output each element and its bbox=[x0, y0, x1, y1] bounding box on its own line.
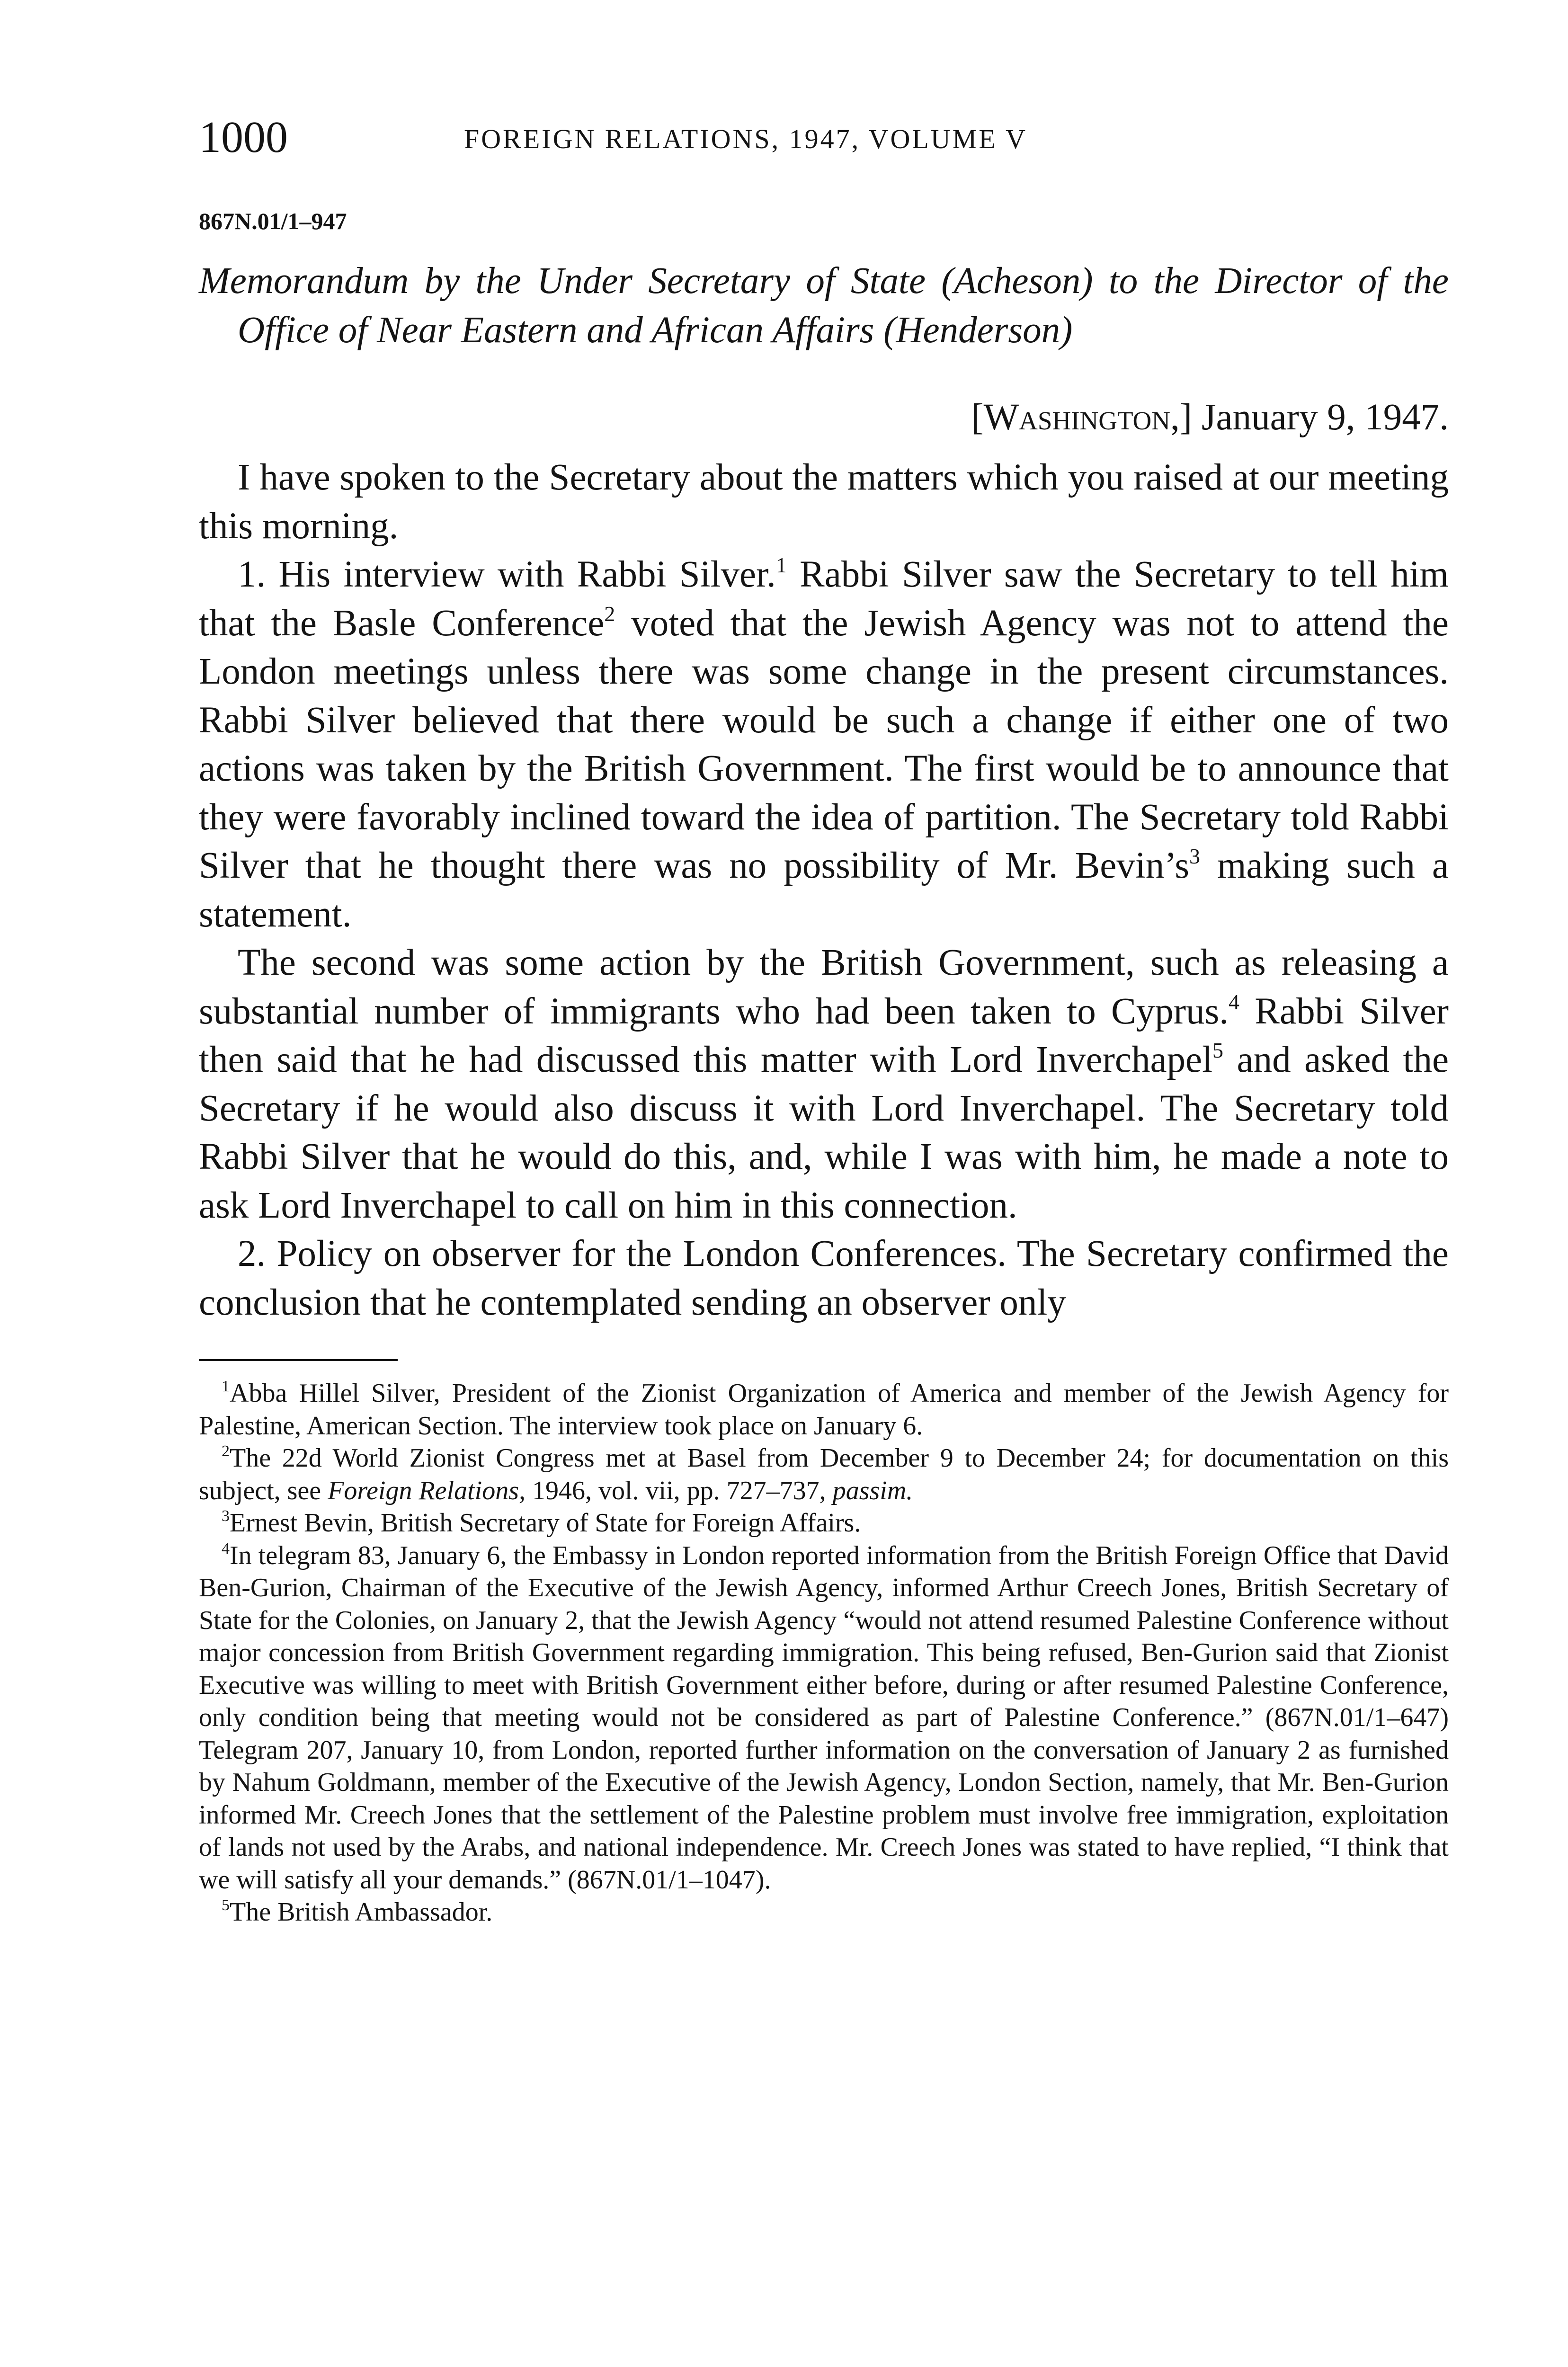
page-header bbox=[199, 111, 1449, 163]
dateline bbox=[199, 393, 1449, 442]
footnote-text: Abba Hillel Silver, President of the Zionist Organization of America and member of the Jewish Agency for Palestine, American Section. The interview took place on January 6. bbox=[199, 1379, 1449, 1441]
footnote-passim: passim. bbox=[832, 1476, 913, 1505]
footnote-1 bbox=[199, 1377, 1449, 1442]
page-number: 1000 bbox=[199, 113, 288, 162]
dateline-place: [Washington,] bbox=[971, 397, 1193, 438]
dateline-date: January 9, 1947. bbox=[1201, 397, 1449, 438]
footnote-citation-title: Foreign Relations, bbox=[328, 1476, 526, 1505]
footnote-number: 3 bbox=[222, 1507, 230, 1525]
footnote-number: 1 bbox=[222, 1378, 230, 1395]
footnote-ref-2: 2 bbox=[604, 601, 615, 626]
paragraph-3-text-b: Rabbi Silver then said that he had discussed this matter with Lord Inverchapel bbox=[199, 990, 1449, 1080]
paragraph-2-text-d: making such a statement. bbox=[199, 845, 1449, 935]
footnote-4 bbox=[199, 1539, 1449, 1896]
footnote-number: 5 bbox=[222, 1896, 230, 1914]
footnote-text: 1946, vol. vii, pp. 727–737, bbox=[526, 1476, 833, 1505]
footnote-number: 4 bbox=[222, 1539, 230, 1557]
footnote-ref-3: 3 bbox=[1189, 844, 1200, 868]
footnote-text: Ernest Bevin, British Secretary of State for Foreign Affairs. bbox=[230, 1508, 861, 1538]
footnote-ref-5: 5 bbox=[1212, 1038, 1224, 1062]
paragraph-3-text-a: The second was some action by the British Government, such as releasing a substantial number of immigrants who had been taken to Cyprus. bbox=[199, 942, 1449, 1032]
footnote-2 bbox=[199, 1442, 1449, 1507]
footnote-divider bbox=[199, 1359, 398, 1361]
document-page bbox=[199, 111, 1449, 1929]
body-paragraph-4: 2. Policy on observer for the London Conferences. The Secretary confirmed the conclusion that he contemplated sending an observer only bbox=[199, 1233, 1449, 1323]
paragraph-3-text-c: and asked the Secretary if he would also discuss it with Lord Inverchapel. The Secretary told Rabbi Silver that he would do this, and, while I was with him, he made a note to ask Lord Inverchapel to call on him in this connection. bbox=[199, 1039, 1449, 1226]
footnotes bbox=[199, 1377, 1449, 1929]
paragraph-2-text-b: Rabbi Silver saw the Secretary to tell him that the Basle Conference bbox=[199, 554, 1449, 644]
running-head: FOREIGN RELATIONS, 1947, VOLUME V bbox=[464, 124, 1027, 154]
document-title: Memorandum by the Under Secretary of State (Acheson) to the Director of the Office of Near Eastern and African Affairs (Henderson) bbox=[199, 260, 1449, 351]
body-paragraph-3 bbox=[199, 939, 1449, 1230]
footnote-3 bbox=[199, 1507, 1449, 1539]
paragraph-2-text-c: voted that the Jewish Agency was not to attend the London meetings unless there was some change in the present circumstances. Rabbi Silver believed that there would be such a change if either one of two actions was taken by the British Government. The first would be to announce that they were favorably inclined toward the idea of partition. The Secretary told Rabbi Silver that he thought there was no possibility of Mr. Bevin’s bbox=[199, 602, 1449, 886]
file-number: 867N.01/1–947 bbox=[199, 208, 347, 234]
footnote-text: In telegram 83, January 6, the Embassy in London reported information from the British Foreign Office that David Ben-Gurion, Chairman of the Executive of the Jewish Agency, informed Arthur Creech Jones, British Secretary of State for the Colonies, on January 2, that the Jewish Agency “would not attend resumed Palestine Conference without major concession from British Government regarding immigration. This being refused, Ben-Gurion said that Zionist Executive was willing to meet with British Government either before, during or after resumed Palestine Conference, only condition being that meeting would not be considered as part of Palestine Conference.” (867N.01/1–647) Telegram 207, January 10, from London, reported further information on the conversation of January 2 as furnished by Nahum Goldmann, member of the Executive of the Jewish Agency, London Section, namely, that Mr. Ben-Gurion informed Mr. Creech Jones that the settlement of the Palestine problem must involve free immigration, exploitation of lands not used by the Arabs, and national independence. Mr. Creech Jones was stated to have replied, “I think that we will satisfy all your demands.” (867N.01/1–1047). bbox=[199, 1540, 1449, 1895]
footnote-text: The British Ambassador. bbox=[230, 1897, 493, 1927]
footnote-number: 2 bbox=[222, 1442, 230, 1460]
body-paragraph-1: I have spoken to the Secretary about the matters which you raised at our meeting this morning. bbox=[199, 457, 1449, 547]
paragraph-2-text-a: 1. His interview with Rabbi Silver. bbox=[238, 554, 776, 595]
footnote-ref-4: 4 bbox=[1229, 989, 1240, 1014]
footnote-5 bbox=[199, 1896, 1449, 1929]
body-paragraph-2 bbox=[199, 551, 1449, 939]
footnote-text: The 22d World Zionist Congress met at Basel from December 9 to December 24; for documentation on this subject, see bbox=[199, 1443, 1449, 1505]
footnote-ref-1: 1 bbox=[775, 553, 787, 577]
